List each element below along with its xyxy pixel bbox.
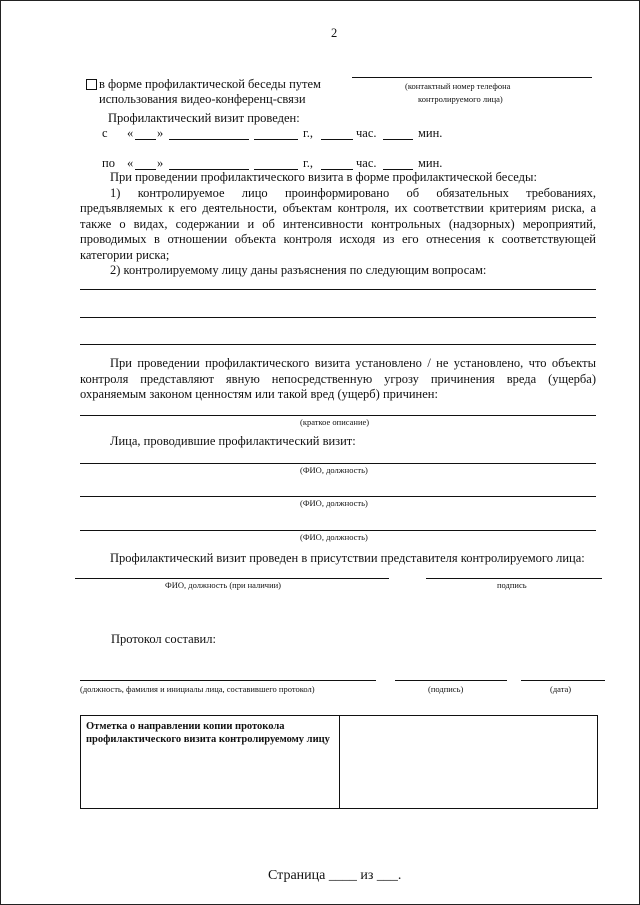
footer-page-blank[interactable]: ____ [328,868,357,883]
person-caption-3: (ФИО, должность) [300,532,368,542]
answer-line-1[interactable] [80,289,596,290]
to-minutes-label: мин. [418,156,443,170]
conversation-intro: При проведении профилактического визита в форме профилактической беседы: [110,170,537,184]
from-minutes-line[interactable] [383,139,413,140]
from-label: с [102,126,108,140]
phone-caption-2: контролируемого лица) [418,94,503,104]
person-line-2[interactable] [80,496,596,497]
representative-sign-caption: подпись [497,580,527,590]
representative-title: Профилактический визит проведен в присутствии представителя контролируемого лица: [110,551,585,565]
from-quote-open: « [127,126,134,140]
copy-note-label: Отметка о направлении копии протокола профилактического визита контролируемому лицу [86,721,330,745]
from-minutes-label: мин. [418,126,443,140]
person-caption-1: (ФИО, должность) [300,465,368,475]
representative-fio-caption: ФИО, должность (при наличии) [165,580,282,590]
page-number: 2 [331,26,338,40]
conference-line-2: использования видео-конференц-связи [99,92,306,106]
to-quote-open: « [127,156,134,170]
threat-block [80,356,596,403]
from-month-line[interactable] [169,139,249,140]
from-day-line[interactable] [135,139,156,140]
conference-line-1: в форме профилактической беседы путем [99,77,321,91]
protocol-person-caption: (должность, фамилия и инициалы лица, составившего протокол) [80,684,315,694]
threat-description-line[interactable] [80,415,596,416]
protocol-date-caption: (дата) [550,684,572,694]
to-quote-close: » [157,156,164,170]
threat-text: При проведении профилактического визита установлено / не установлено, что объекты контроля представляют явную непосредственную угрозу причинения вреда (ущерба) охраняемым законом ценностям или такой вред (ущерб) причинен: [80,356,596,401]
conversation-block [80,170,596,279]
to-year-label: г., [303,156,313,170]
copy-note-box [80,715,598,809]
person-line-1[interactable] [80,463,596,464]
protocol-date-line[interactable] [521,680,605,681]
protocol-sign-line[interactable] [395,680,507,681]
footer-total-blank[interactable]: ___. [376,868,402,883]
conversation-item-2: 2) контролируемому лицу даны разъяснения по следующим вопросам: [110,263,487,277]
from-year-line[interactable] [254,139,298,140]
protocol-title: Протокол составил: [111,632,216,646]
threat-caption: (краткое описание) [300,417,370,427]
conference-checkbox[interactable] [86,79,97,90]
representative-fio-line[interactable] [75,578,389,579]
answer-line-2[interactable] [80,317,596,318]
persons-title: Лица, проводившие профилактический визит: [110,434,356,448]
representative-sign-line[interactable] [426,578,602,579]
phone-line [352,77,592,78]
from-hours-label: час. [356,126,377,140]
footer-page-word: Страница [268,868,326,883]
protocol-person-line[interactable] [80,680,376,681]
from-year-label: г., [303,126,313,140]
to-label: по [102,156,115,170]
to-hours-label: час. [356,156,377,170]
answer-line-3[interactable] [80,344,596,345]
person-caption-2: (ФИО, должность) [300,498,368,508]
copy-note-divider [339,716,340,808]
phone-caption-1: (контактный номер телефона [405,81,511,91]
person-line-3[interactable] [80,530,596,531]
conversation-item-1: 1) контролируемое лицо проинформировано об обязательных требованиях, предъявляемых к его деятельности, объектам контроля, их соответствии критериям риска, а также о видах, содержании и об интенсивности контрольных (надзорных) мероприятий, проводимых в отношении объекта контроля исходя из его отнесения к соответствующей категории риска; [80,185,596,262]
visit-period-title: Профилактический визит проведен: [108,111,300,125]
footer-page-counter [268,868,401,884]
from-quote-close: » [157,126,164,140]
from-hours-line[interactable] [321,139,353,140]
footer-of-word: из [360,868,374,883]
protocol-sign-caption: (подпись) [428,684,464,694]
